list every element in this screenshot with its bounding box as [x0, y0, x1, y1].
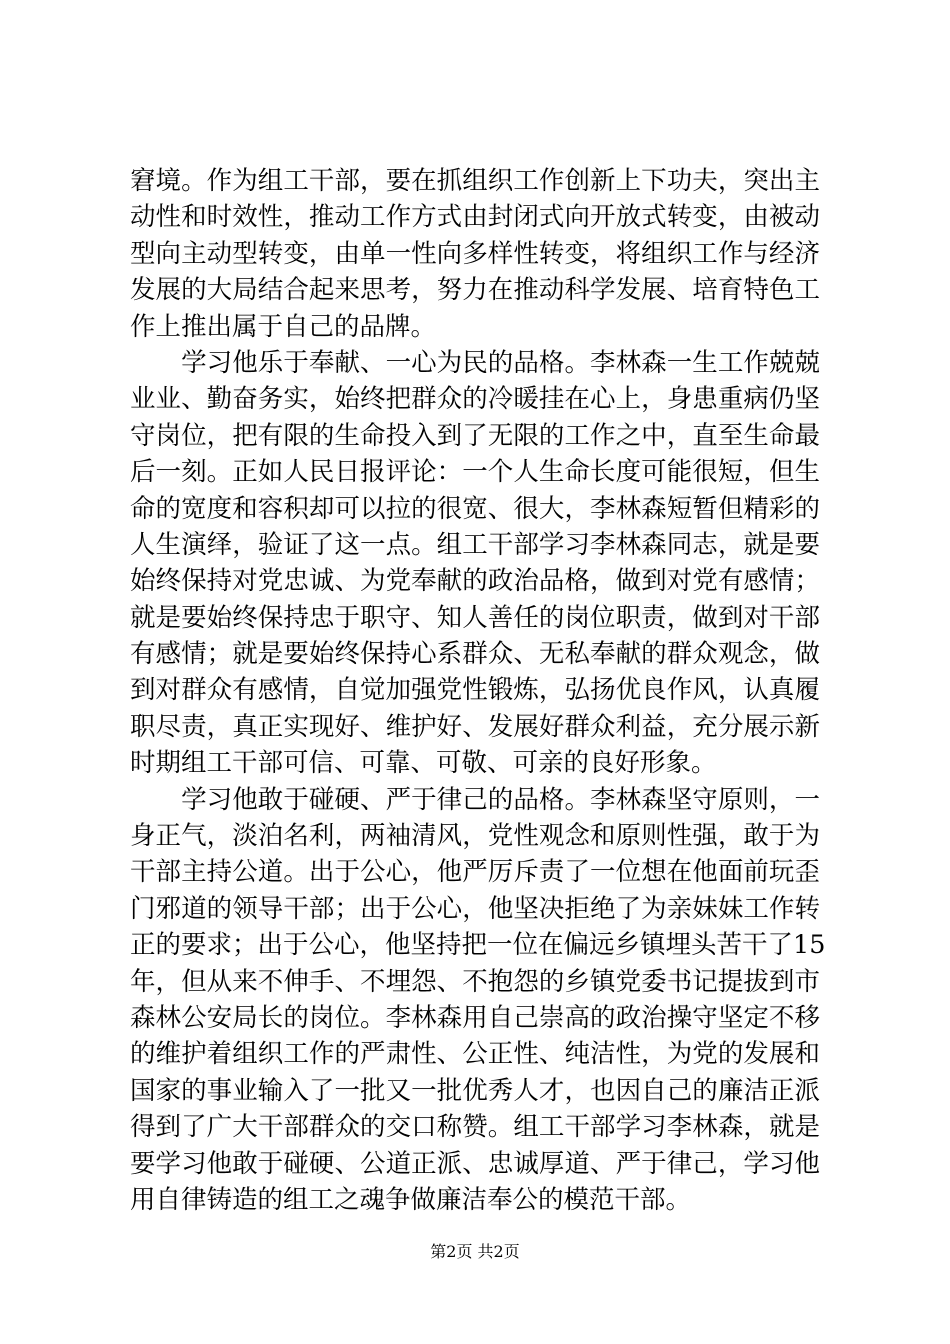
text-line: 国家的事业输入了一批又一批优秀人才，也因自己的廉洁正派	[130, 1075, 820, 1106]
text-line: 作上推出属于自己的品牌。	[130, 311, 437, 342]
page-number-footer: 第2页 共2页	[430, 1242, 520, 1261]
text-line: 时期组工干部可信、可靠、可敬、可亲的良好形象。	[130, 748, 717, 779]
text-line: 窘境。作为组工干部，要在抓组织工作创新上下功夫，突出主	[130, 166, 820, 196]
text-line: 始终保持对党忠诚、为党奉献的政治品格，做到对党有感情；	[130, 566, 820, 597]
paragraph-1	[130, 163, 820, 345]
text-line: 年，但从来不伸手、不埋怨、不抱怨的乡镇党委书记提拔到市	[130, 966, 820, 997]
text-line: 人生演绎，验证了这一点。组工干部学习李林森同志，就是要	[130, 529, 820, 560]
text-line: 学习他乐于奉献、一心为民的品格。李林森一生工作兢兢	[130, 347, 820, 378]
text-line: 得到了广大干部群众的交口称赞。组工干部学习李林森，就是	[130, 1112, 820, 1143]
text-line: 后一刻。正如人民日报评论：一个人生命长度可能很短，但生	[130, 457, 820, 488]
text-line: 学习他敢于碰硬、严于律己的品格。李林森坚守原则，一	[130, 784, 820, 815]
text-line: 要学习他敢于碰硬、公道正派、忠诚厚道、严于律己，学习他	[130, 1148, 820, 1179]
text-line: 干部主持公道。出于公心，他严厉斥责了一位想在他面前玩歪	[130, 857, 820, 888]
text-line: 正的要求；出于公心，他坚持把一位在偏远乡镇埋头苦干了15	[130, 930, 826, 961]
text-line: 发展的大局结合起来思考，努力在推动科学发展、培育特色工	[130, 275, 820, 306]
text-line: 职尽责，真正实现好、维护好、发展好群众利益，充分展示新	[130, 711, 820, 742]
text-line: 型向主动型转变，由单一性向多样性转变，将组织工作与经济	[130, 238, 820, 269]
text-line: 动性和时效性，推动工作方式由封闭式向开放式转变，由被动	[130, 202, 820, 233]
text-line: 守岗位，把有限的生命投入到了无限的工作之中，直至生命最	[130, 420, 820, 451]
text-line: 就是要始终保持忠于职守、知人善任的岗位职责，做到对干部	[130, 602, 820, 633]
text-line: 到对群众有感情，自觉加强党性锻炼，弘扬优良作风，认真履	[130, 675, 820, 706]
paragraph-3	[130, 782, 826, 1219]
paragraph-2	[130, 345, 820, 782]
text-line: 森林公安局长的岗位。李林森用自己崇高的政治操守坚定不移	[130, 1002, 820, 1033]
text-line: 门邪道的领导干部；出于公心，他坚决拒绝了为亲妹妹工作转	[130, 893, 820, 924]
document-body	[130, 163, 826, 1218]
text-line: 的维护着组织工作的严肃性、公正性、纯洁性，为党的发展和	[130, 1039, 820, 1070]
text-line: 命的宽度和容积却可以拉的很宽、很大，李林森短暂但精彩的	[130, 493, 820, 524]
text-line: 有感情；就是要始终保持心系群众、无私奉献的群众观念，做	[130, 639, 820, 670]
text-line: 身正气，淡泊名利，两袖清风，党性观念和原则性强，敢于为	[130, 821, 820, 852]
text-line: 用自律铸造的组工之魂争做廉洁奉公的模范干部。	[130, 1184, 692, 1215]
text-line: 业业、勤奋务实，始终把群众的冷暖挂在心上，身患重病仍坚	[130, 384, 820, 415]
